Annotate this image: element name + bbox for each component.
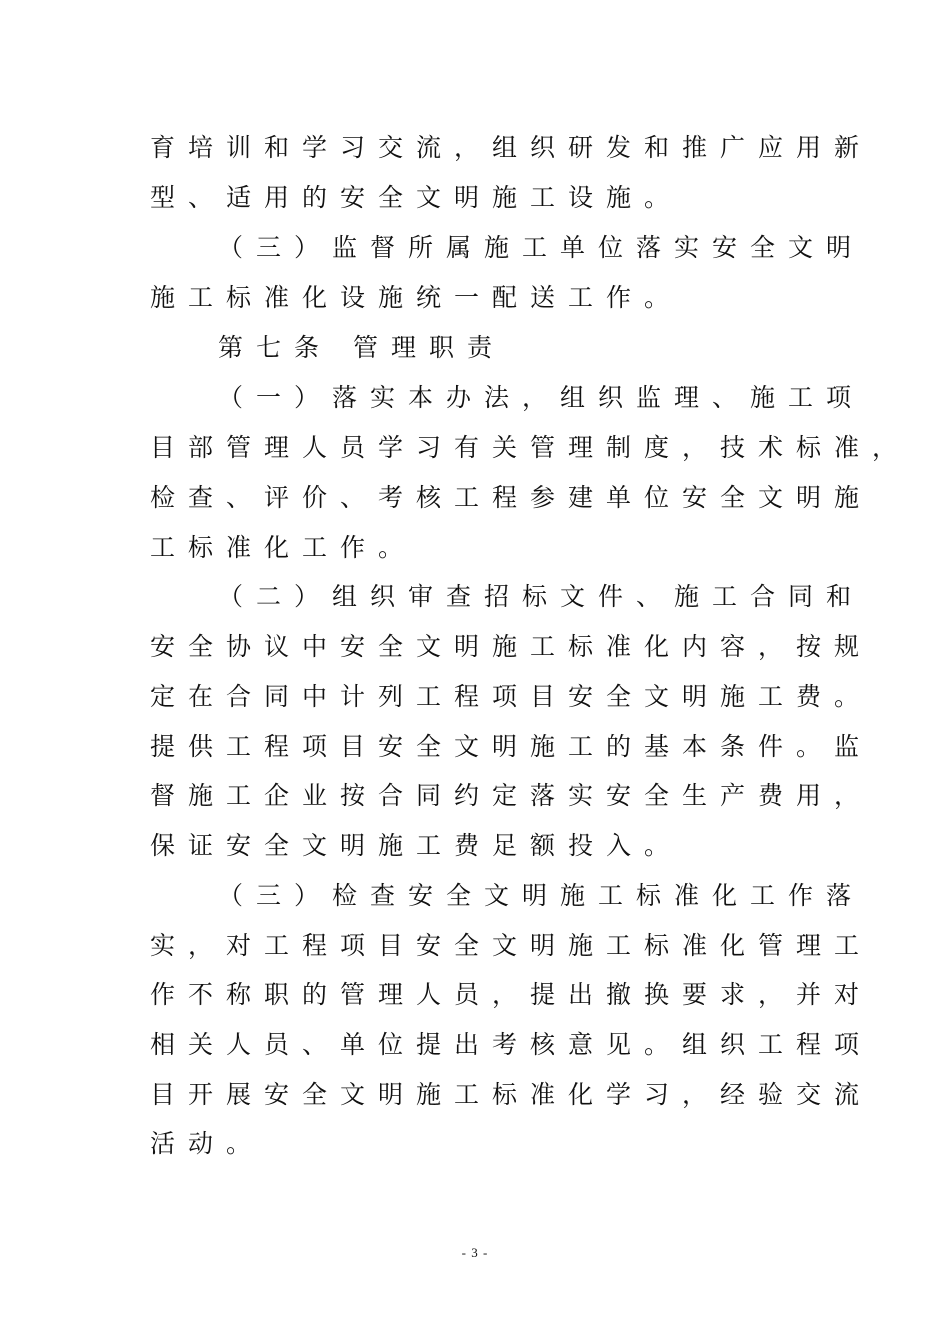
text-line: 安全协议中安全文明施工标准化内容，按规 [150, 632, 873, 661]
text-line: 提供工程项目安全文明施工的基本条件。监 [150, 732, 873, 761]
article-title: 第七条 管理职责 [218, 333, 505, 362]
paragraph-heading: （一）落实本办法，组织监理、施工项 [218, 383, 865, 412]
paragraph-heading: （二）组织审查招标文件、施工合同和 [218, 582, 865, 611]
text-line: 检查、评价、考核工程参建单位安全文明施 [150, 483, 873, 512]
text-line: 工标准化工作。 [150, 533, 417, 562]
text-line: 型、适用的安全文明施工设施。 [150, 183, 683, 212]
text-line: 活动。 [150, 1129, 265, 1158]
text-line: 定在合同中计列工程项目安全文明施工费。 [150, 682, 873, 711]
text-line: 目部管理人员学习有关管理制度，技术标准， [150, 433, 911, 462]
text-line: 保证安全文明施工费足额投入。 [150, 831, 683, 860]
text-line: 实，对工程项目安全文明施工标准化管理工 [150, 931, 873, 960]
text-line: 相关人员、单位提出考核意见。组织工程项 [150, 1030, 873, 1059]
text-line: 督施工企业按合同约定落实安全生产费用， [150, 781, 873, 810]
text-line: 作不称职的管理人员，提出撤换要求，并对 [150, 980, 873, 1009]
text-line: 目开展安全文明施工标准化学习，经验交流 [150, 1080, 873, 1109]
page-number: - 3 - [461, 1245, 489, 1260]
text-line: 施工标准化设施统一配送工作。 [150, 283, 683, 312]
text-line: 育培训和学习交流，组织研发和推广应用新 [150, 133, 873, 162]
paragraph-heading: （三）监督所属施工单位落实安全文明 [218, 233, 865, 262]
paragraph-heading: （三）检查安全文明施工标准化工作落 [218, 881, 865, 910]
